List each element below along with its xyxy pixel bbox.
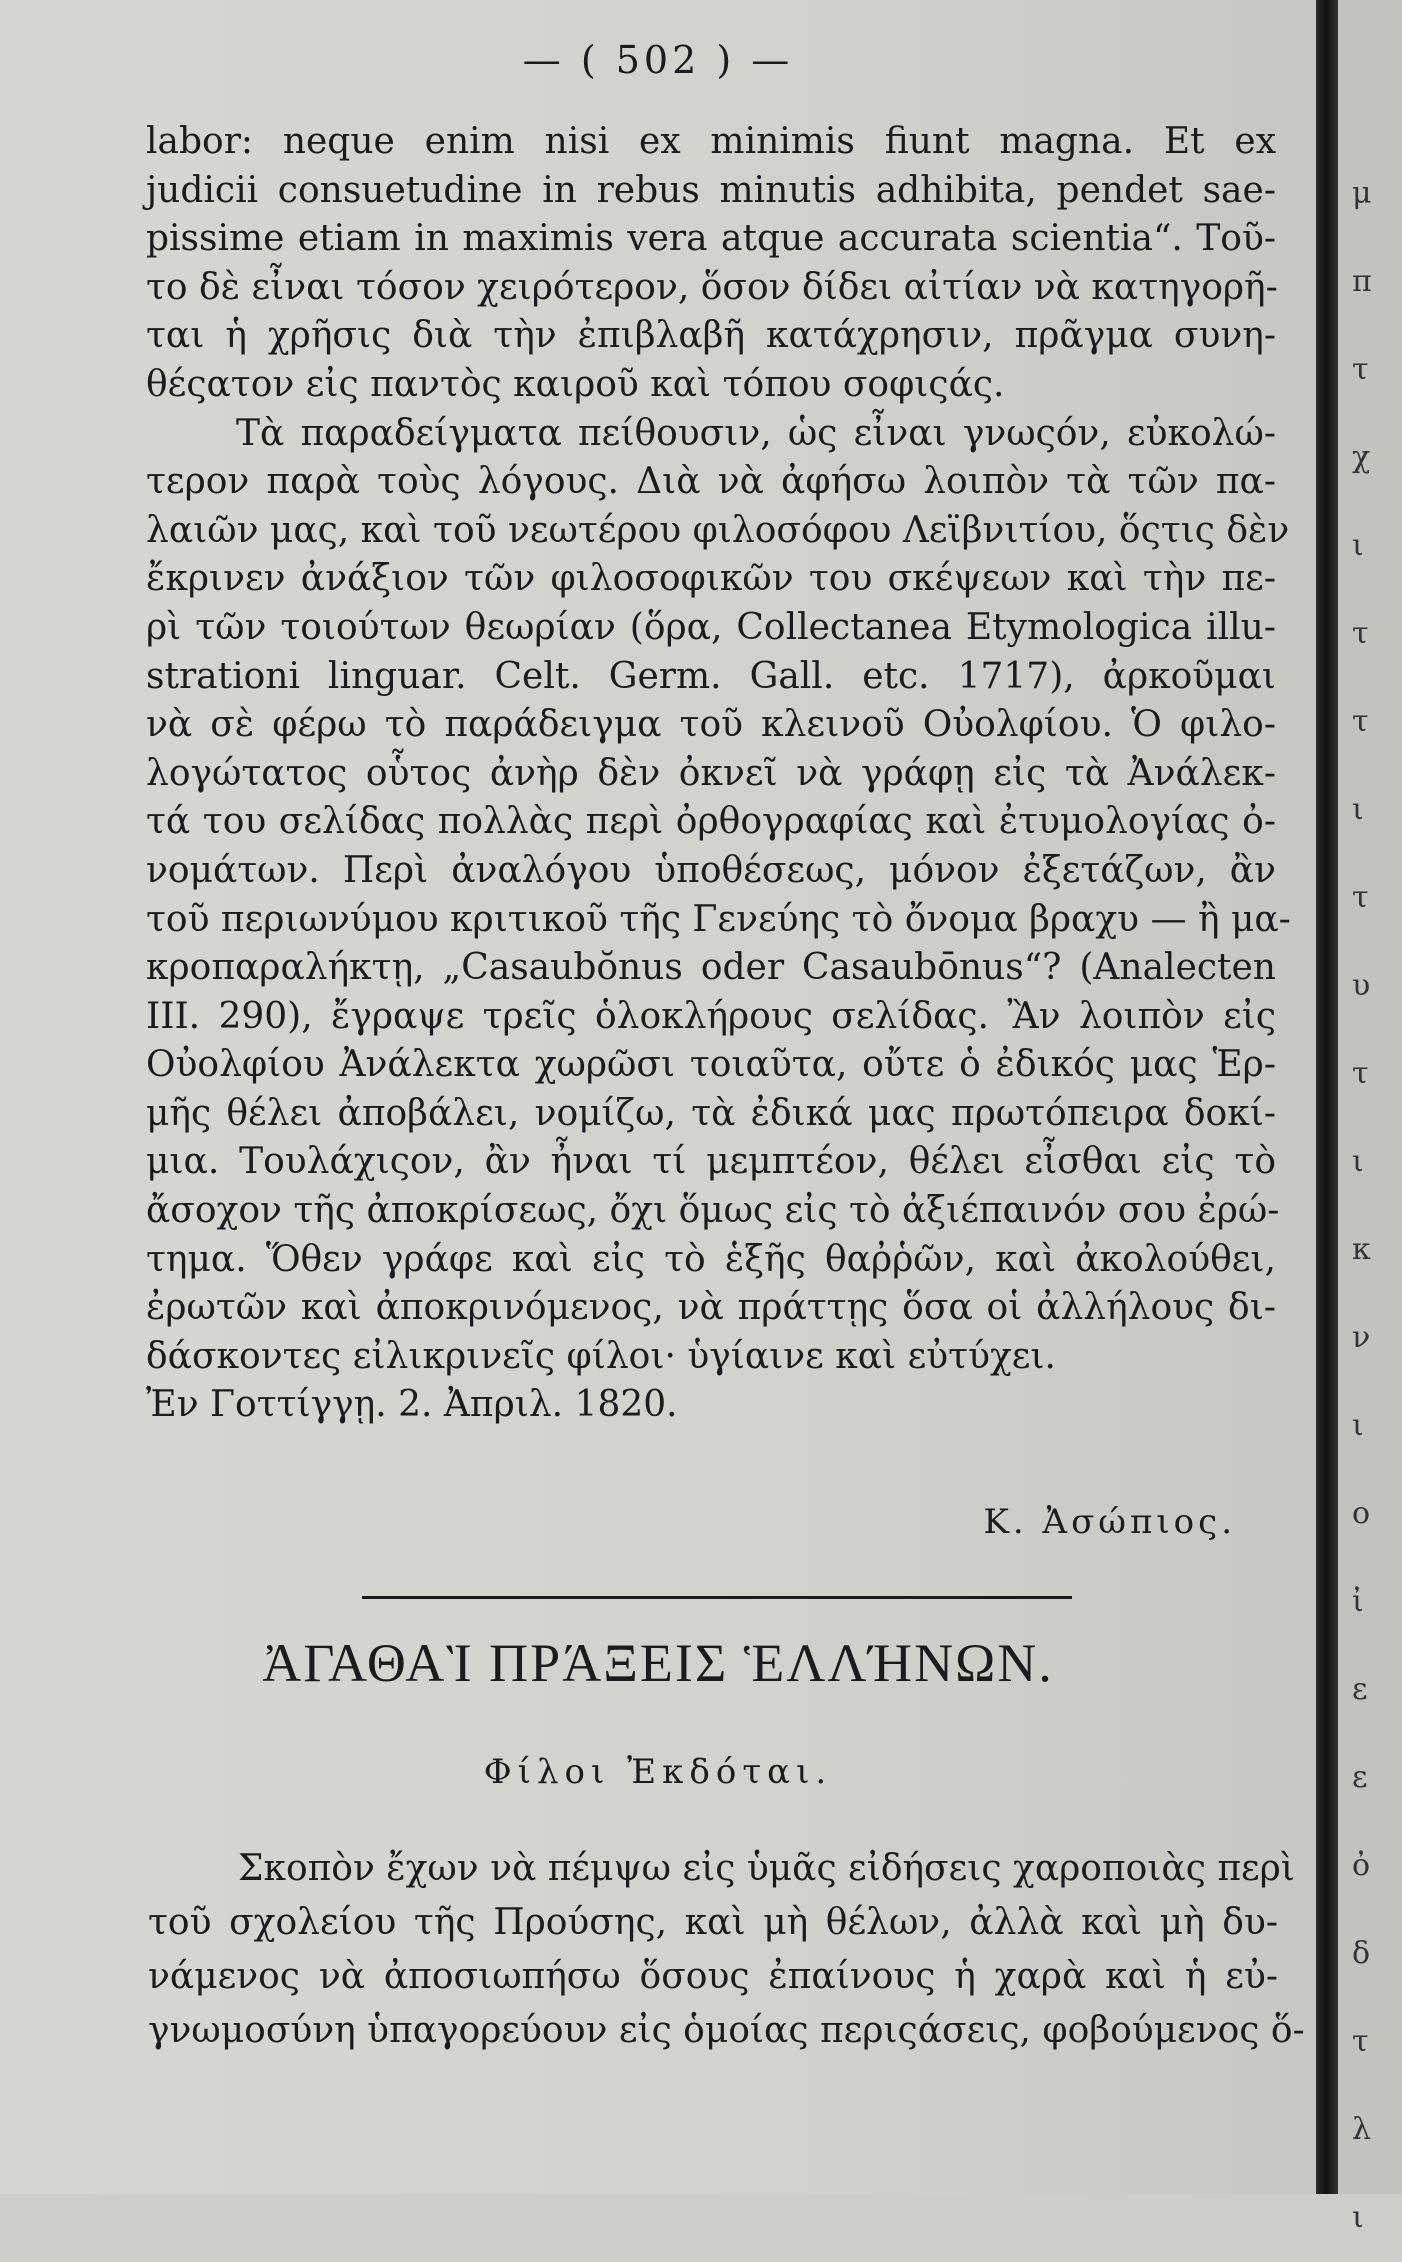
text-line: ἔκρινεν ἀνάξιον τῶν φιλοσοφικῶν του σκέψεων καὶ τὴν πε-	[146, 558, 1276, 600]
text-line: μια. Τουλάχιςον, ἂν ἦναι τί μεμπτέον, θέλει εἶσθαι εἰς τὸ	[146, 1141, 1276, 1183]
fragment-char: π	[1352, 264, 1372, 299]
main-text	[146, 118, 1291, 1430]
text-line: νὰ σὲ φέρω τὸ παράδειγμα τοῦ κλεινοῦ Οὐολφίου. Ὁ φιλο-	[146, 704, 1276, 746]
text-line: labor: neque enim nisi ex minimis fiunt magna. Et ex	[146, 121, 1276, 162]
text-line: τοῦ περιωνύμου κριτικοῦ τῆς Γενεύης τὸ ὄνομα βραχυ — ἢ μα-	[146, 898, 1291, 940]
text-line: τημα. Ὅθεν γράφε καὶ εἰς τὸ ἑξῆς θαῤῥῶν, καὶ ἀκολούθει,	[146, 1238, 1276, 1280]
text-line: ται ἡ χρῆσις διὰ τὴν ἐπιβλαβῆ κατάχρησιν, πρᾶγμα συνη-	[146, 315, 1276, 357]
signature: Κ. Ἀσώπιος.	[983, 1502, 1236, 1542]
fragment-char: ι	[1352, 1144, 1364, 1179]
fragment-char: χ	[1352, 440, 1371, 475]
fragment-char: δ	[1352, 1936, 1371, 1971]
text-line: τά του σελίδας πολλὰς περὶ ὀρθογραφίας καὶ ἐτυμολογίας ὀ-	[146, 801, 1276, 843]
text-line: τοῦ σχολείου τῆς Προύσης, καὶ μὴ θέλων, ἀλλὰ καὶ μὴ δυ-	[148, 1902, 1278, 1943]
fragment-char: ε	[1352, 1760, 1368, 1795]
fragment-char: ν	[1352, 1320, 1371, 1355]
adjacent-page-fragments	[1352, 150, 1392, 2262]
adjacent-page-edge	[1338, 0, 1402, 2235]
fragment-char: μ	[1352, 176, 1372, 211]
section-text	[148, 1842, 1305, 2058]
fragment-char: λ	[1352, 2112, 1372, 2147]
fragment-char: κ	[1352, 1232, 1371, 1267]
text-line: θέςατον εἰς παντὸς καιροῦ καὶ τόπου σοφιςάς.	[146, 363, 1005, 405]
fragment-char: τ	[1352, 880, 1369, 915]
section-subtitle: Φίλοι Ἐκδόται.	[483, 1752, 833, 1792]
text-line: κροπαραλήκτῃ, „Casaubŏnus oder Casaubōnus“? (Analecten	[146, 947, 1276, 989]
text-line: λαιῶν μας, καὶ τοῦ νεωτέρου φιλοσόφου Λεϊβνιτίου, ὅςτις δὲν	[146, 509, 1290, 551]
text-line: ἐρωτῶν καὶ ἀποκρινόμενος, νὰ πράττῃς ὅσα οἱ ἀλλήλους δι-	[146, 1287, 1276, 1329]
fragment-char: υ	[1352, 968, 1371, 1003]
fragment-char: ι	[1352, 2200, 1364, 2235]
text-line: Σκοπὸν ἔχων νὰ πέμψω εἰς ὑμᾶς εἰδήσεις χαροποιὰς περὶ	[238, 1848, 1295, 1889]
fragment-char: ο	[1352, 1496, 1371, 1531]
book-gutter	[1316, 0, 1338, 2194]
fragment-char: ὀ	[1352, 1848, 1371, 1883]
text-line: νάμενος νὰ ἀποσιωπήσω ὅσους ἐπαίνους ἡ χαρὰ καὶ ἡ εὐ-	[148, 1956, 1278, 1997]
text-line: το δὲ εἶναι τόσον χειρότερον, ὅσον δίδει αἰτίαν νὰ κατηγορῆ-	[146, 266, 1278, 308]
fragment-char: τ	[1352, 2024, 1369, 2059]
text-line: Τὰ παραδείγματα πείθουσιν, ὡς εἶναι γνωςόν, εὐκολώ-	[236, 412, 1276, 454]
text-line: III. 290), ἔγραψε τρεῖς ὁλοκλήρους σελίδας. Ἂν λοιπὸν εἰς	[146, 995, 1276, 1037]
text-line: δάσκοντες εἰλικρινεῖς φίλοι· ὑγίαινε καὶ εὐτύχει.	[146, 1335, 1056, 1377]
fragment-char: ι	[1352, 528, 1364, 563]
fragment-char: ε	[1352, 1672, 1368, 1707]
text-line: pissime etiam in maximis vera atque accurata scientia“. Τοῦ-	[146, 218, 1276, 260]
text-line: νομάτων. Περὶ ἀναλόγου ὑποθέσεως, μόνον ἐξετάζων, ἂν	[146, 849, 1276, 891]
text-line: ἄσοχον τῆς ἀποκρίσεως, ὄχι ὅμως εἰς τὸ ἀξιέπαινόν σου ἐρώ-	[146, 1190, 1280, 1232]
fragment-char: τ	[1352, 352, 1369, 387]
text-line: γνωμοσύνη ὑπαγορεύουν εἰς ὁμοίας περιςάσεις, φοβούμενος ὅ-	[148, 2010, 1305, 2051]
text-line: Οὐολφίου Ἀνάλεκτα χωρῶσι τοιαῦτα, οὔτε ὁ ἐδικός μας Ἑρ-	[146, 1044, 1276, 1086]
fragment-char: ι	[1352, 792, 1364, 827]
fragment-char: ι	[1352, 1408, 1364, 1443]
dateline: Ἐν Γοττίγγῃ. 2. Ἀπριλ. 1820.	[146, 1384, 678, 1426]
section-divider	[362, 1596, 1072, 1599]
fragment-char: τ	[1352, 1056, 1369, 1091]
text-line: μῆς θέλει ἀποβάλει, νομίζω, τὰ ἐδικά μας πρωτόπειρα δοκί-	[146, 1092, 1276, 1134]
text-line: ρὶ τῶν τοιούτων θεωρίαν (ὅρα, Collectanea Etymologica illu-	[146, 606, 1276, 648]
text-line: λογώτατος οὗτος ἀνὴρ δὲν ὀκνεῖ νὰ γράφῃ εἰς τὰ Ἀνάλεκ-	[146, 752, 1276, 794]
fragment-char: ἰ	[1352, 1584, 1364, 1619]
fragment-char: τ	[1352, 704, 1369, 739]
text-line: τερον παρὰ τοὺς λόγους. Διὰ νὰ ἀφήσω λοιπὸν τὰ τῶν πα-	[146, 461, 1276, 503]
fragment-char: τ	[1352, 616, 1369, 651]
text-line: strationi linguar. Celt. Germ. Gall. etc. 1717), ἀρκοῦμαι	[146, 655, 1276, 697]
page-number: — ( 502 ) —	[522, 38, 794, 82]
section-title: ἈΓΑΘΑῚ ΠΡΆΞΕΙΣ ἙΛΛΉΝΩΝ.	[262, 1633, 1054, 1693]
text-line: judicii consuetudine in rebus minutis adhibita, pendet sae-	[146, 169, 1276, 211]
